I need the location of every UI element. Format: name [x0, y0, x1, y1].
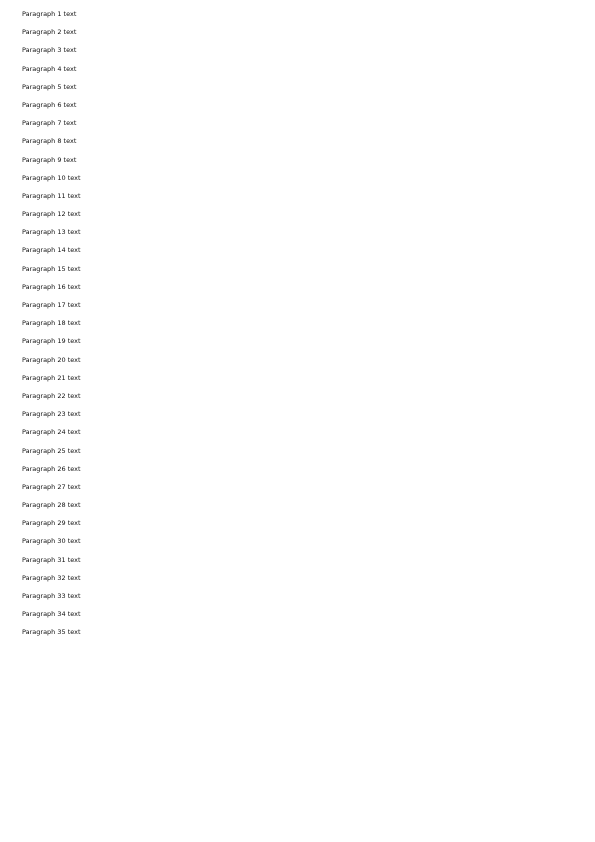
paragraph-15: Paragraph 15 text: [22, 264, 81, 273]
paragraph-24: Paragraph 24 text: [22, 428, 81, 437]
paragraph-31: Paragraph 31 text: [22, 555, 81, 564]
paragraph-8: Paragraph 8 text: [22, 137, 77, 146]
paragraph-25: Paragraph 25 text: [22, 446, 81, 455]
paragraph-34: Paragraph 34 text: [22, 610, 81, 619]
paragraph-22: Paragraph 22 text: [22, 391, 81, 400]
paragraph-13: Paragraph 13 text: [22, 228, 81, 237]
paragraph-33: Paragraph 33 text: [22, 592, 81, 600]
paragraph-17: Paragraph 17 text: [22, 301, 81, 309]
paragraph-6: Paragraph 6 text: [22, 100, 77, 109]
paragraph-23: Paragraph 23 text: [22, 410, 81, 419]
paragraph-20: Paragraph 20 text: [22, 355, 81, 364]
paragraph-3: Paragraph 3 text: [22, 46, 77, 55]
paragraph-18: Paragraph 18 text: [22, 319, 81, 328]
paragraph-32: Paragraph 32 text: [22, 573, 81, 582]
paragraph-9: Paragraph 9 text: [22, 155, 77, 164]
paragraph-27: Paragraph 27 text: [22, 482, 81, 491]
paragraph-21: Paragraph 21 text: [22, 373, 81, 382]
paragraph-35: Paragraph 35 text: [22, 628, 81, 637]
paragraph-14: Paragraph 14 text: [22, 246, 81, 255]
paragraph-11: Paragraph 11 text: [22, 191, 81, 200]
paragraph-1: Paragraph 1 text: [22, 10, 77, 18]
paragraph-28: Paragraph 28 text: [22, 501, 81, 510]
document-page: [22, 10, 578, 647]
paragraph-10: Paragraph 10 text: [22, 173, 81, 182]
paragraph-16: Paragraph 16 text: [22, 282, 81, 291]
paragraph-26: Paragraph 26 text: [22, 464, 81, 473]
paragraph-19: Paragraph 19 text: [22, 337, 81, 346]
paragraph-7: Paragraph 7 text: [22, 119, 77, 128]
paragraph-4: Paragraph 4 text: [22, 64, 77, 73]
paragraph-12: Paragraph 12 text: [22, 210, 81, 219]
paragraph-30: Paragraph 30 text: [22, 537, 81, 546]
paragraph-5: Paragraph 5 text: [22, 82, 77, 91]
paragraph-2: Paragraph 2 text: [22, 28, 77, 37]
paragraph-29: Paragraph 29 text: [22, 519, 81, 528]
